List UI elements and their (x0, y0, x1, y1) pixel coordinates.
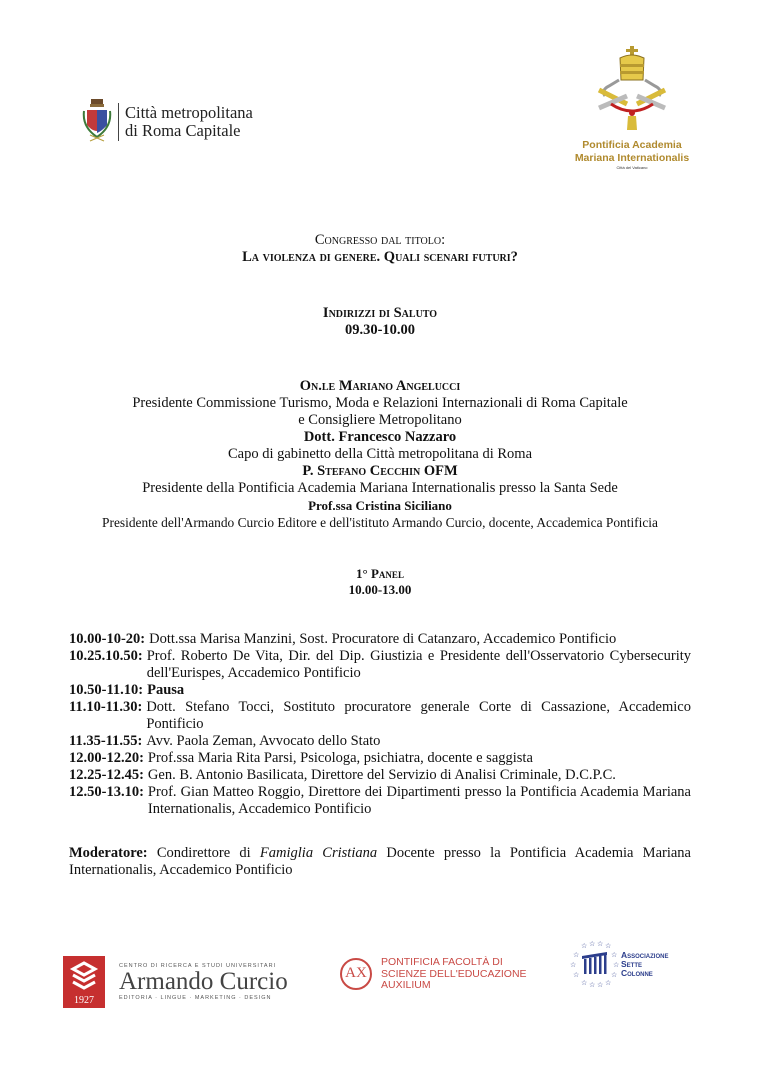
schedule-desc: Dott.ssa Marisa Manzini, Sost. Procuratore di Catanzaro, Accademico Pontificio (149, 631, 617, 647)
svg-text:☆: ☆ (611, 951, 618, 959)
auxilium-monogram-icon: AX (340, 958, 372, 990)
curcio-subtitle: CENTRO DI RICERCA E STUDI UNIVERSITARI (119, 963, 277, 969)
moderator-paragraph (69, 845, 691, 879)
svg-text:☆: ☆ (605, 979, 612, 987)
schedule-time: 11.35-11.55: (69, 733, 143, 749)
schedule-row (69, 733, 691, 750)
pam-line1: Pontificia Academia (582, 139, 682, 151)
pam-line2: Mariana Internationalis (574, 152, 690, 164)
schedule-desc: Gen. B. Antonio Basilicata, Direttore del Servizio di Analisi Criminale, D.C.P.C. (147, 767, 616, 783)
sette-line2: Sette (621, 958, 643, 969)
schedule-desc: Dott. Stefano Tocci, Sostituto procuratore generale Corte di Cassazione, Accademico Pontificio (146, 699, 691, 732)
greetings-heading: Indirizzi di Saluto (322, 305, 438, 321)
schedule-desc: Prof. Roberto De Vita, Dir. del Dip. Giustizia e Presidente dell'Osservatorio Cybersecurity dell'Eurispes, Accademico Pontificio (146, 648, 691, 681)
speaker-name: Dott. Francesco Nazzaro (303, 429, 457, 445)
svg-text:☆: ☆ (589, 981, 596, 989)
schedule-time: 11.10-11.30: (69, 699, 143, 715)
svg-text:☆: ☆ (581, 979, 588, 987)
schedule-time: 12.00-12.20: (69, 750, 144, 766)
logo-auxilium (340, 957, 527, 992)
svg-text:☆: ☆ (597, 940, 604, 948)
curcio-year: 1927 (74, 995, 94, 1006)
greetings-time: 09.30-10.00 (344, 322, 416, 338)
cmrc-text (125, 104, 253, 140)
logo-citta-metropolitana (80, 97, 253, 147)
curcio-text (119, 963, 288, 1001)
schedule-time: 12.50-13.10: (69, 784, 144, 800)
schedule-time: 12.25-12.45: (69, 767, 144, 783)
panel-time: 10.00-13.00 (348, 582, 412, 597)
schedule-time: 10.00-10-20: (69, 631, 146, 647)
speaker-role: Presidente dell'Armando Curcio Editore e dell'istituto Armando Curcio, docente, Accademica Pontificia (102, 515, 658, 530)
svg-text:☆: ☆ (581, 942, 588, 950)
sette-line3: Colonne (621, 967, 653, 978)
svg-text:☆: ☆ (573, 951, 580, 959)
cmrc-line1: Città metropolitana (125, 103, 253, 122)
moderator-text: Docente presso la Pontificia Academia Mariana Internationalis, Accademico Pontificio (69, 845, 691, 878)
auxilium-line2: SCIENZE DELL'EDUCAZIONE (381, 967, 527, 980)
panel-schedule (69, 631, 691, 818)
speaker-name: On.le Mariano Angelucci (299, 378, 461, 394)
papal-keys-emblem-icon (587, 46, 677, 134)
logo-pontificia-academia (572, 46, 692, 171)
pre-title: Congresso dal titolo: (314, 232, 446, 248)
sette-text (621, 951, 668, 978)
logo-sette-colonne (569, 939, 668, 989)
schedule-row (69, 767, 691, 784)
moderator-label: Moderatore: (69, 845, 148, 861)
speaker-role: Presidente della Pontificia Academia Mariana Internationalis presso la Santa Sede (142, 480, 618, 496)
schedule-row (69, 784, 691, 818)
logo-divider (118, 103, 119, 141)
svg-text:☆: ☆ (605, 942, 612, 950)
cmrc-line2: di Roma Capitale (125, 121, 241, 140)
svg-text:☆: ☆ (573, 971, 580, 979)
speaker-role: Presidente Commissione Turismo, Moda e Relazioni Internazionali di Roma Capitale (132, 395, 628, 411)
svg-text:☆: ☆ (570, 961, 577, 969)
schedule-row (69, 699, 691, 733)
schedule-time: 10.50-11.10: (69, 682, 144, 698)
auxilium-line1: PONTIFICIA FACOLTÀ DI (381, 956, 503, 968)
schedule-desc: Prof. Gian Matteo Roggio, Direttore dei Dipartimenti presso la Pontificia Academia Mariana Internationalis, Accademico Pontificio (147, 784, 691, 817)
schedule-row (69, 648, 691, 682)
speaker-name: Prof.ssa Cristina Siciliano (308, 498, 452, 513)
logo-armando-curcio (63, 956, 288, 1008)
roma-crest-icon (80, 97, 114, 147)
svg-text:☆: ☆ (589, 940, 596, 948)
congress-title: La violenza di genere. Quali scenari futuri? (242, 249, 518, 265)
speaker-role: Capo di gabinetto della Città metropolitana di Roma (227, 446, 533, 462)
schedule-row (69, 631, 691, 648)
auxilium-line3: AUXILIUM (381, 979, 431, 991)
speaker-name: P. Stefano Cecchin OFM (302, 463, 458, 479)
sette-line1: Associazione (621, 949, 669, 960)
moderator-publication: Famiglia Cristiana (259, 845, 378, 861)
svg-text:☆: ☆ (611, 971, 618, 979)
pam-line3: Città del Vaticano (616, 165, 648, 170)
svg-text:☆: ☆ (613, 961, 619, 969)
schedule-desc: Avv. Paola Zeman, Avvocato dello Stato (146, 733, 381, 749)
curcio-name: Armando Curcio (119, 968, 288, 995)
schedule-row (69, 750, 691, 767)
speaker-role: e Consigliere Metropolitano (298, 412, 462, 428)
curcio-tagline: EDITORIA · LINGUE · MARKETING · DESIGN (119, 995, 272, 1001)
auxilium-text (381, 957, 527, 992)
schedule-desc: Prof.ssa Maria Rita Parsi, Psicologa, psichiatra, docente e saggista (147, 750, 533, 766)
panel-heading: 1° Panel (356, 566, 404, 581)
stars-columns-icon (569, 939, 619, 989)
schedule-time: 10.25.10.50: (69, 648, 143, 664)
moderator-text: Condirettore di (147, 845, 260, 861)
schedule-row-pause (69, 682, 691, 699)
curcio-mark-icon (63, 956, 105, 1008)
svg-text:☆: ☆ (597, 981, 604, 989)
schedule-desc: Pausa (147, 682, 185, 698)
